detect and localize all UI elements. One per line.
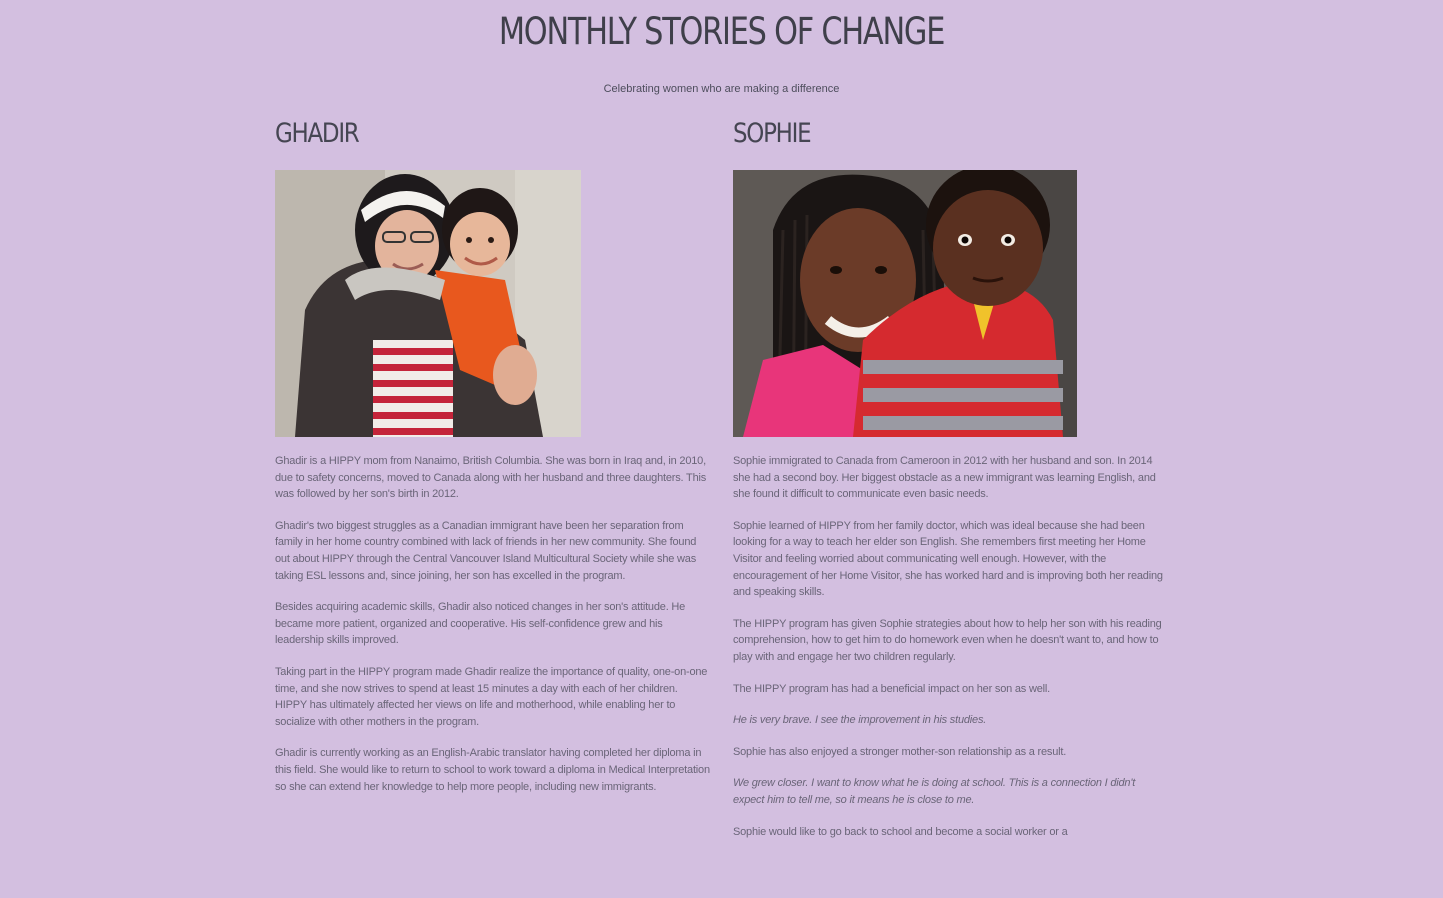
story-paragraph: Ghadir is a HIPPY mom from Nanaimo, British Columbia. She was born in Iraq and, in 2010, due to safety concerns, moved to Canada along with her husband and three daughters. This was followed by her son's birth in 2012. — [275, 455, 707, 501]
story-quote: He is very brave. I see the improvement in his studies. — [733, 714, 987, 727]
photo-sophie-and-son — [733, 170, 1077, 437]
story-paragraph: Sophie has also enjoyed a stronger mother-son relationship as a result. — [733, 745, 1067, 758]
story-quote: We grew closer. I want to know what he is doing at school. This is a connection I didn't expect him to tell me, so it means he is close to me. — [733, 777, 1136, 806]
story-paragraph: Besides acquiring academic skills, Ghadir also noticed changes in her son's attitude. He became more patient, organized and cooperative. His self-confidence grew and his leadership skills improved. — [275, 601, 686, 647]
story-paragraph: Ghadir's two biggest struggles as a Canadian immigrant have been her separation from family in her home country combined with lack of friends in her new community. She found out about HIPPY through the Central Vancouver Island Multicultural Society while she was taking ESL lessons and, since joining, her son has excelled in the program. — [275, 519, 697, 582]
story-paragraph: Sophie would like to go back to school and become a social worker or a — [733, 825, 1068, 838]
story-paragraph: The HIPPY program has given Sophie strategies about how to help her son with his reading comprehension, how to get him to do homework even when he doesn't want to, and how to play with and engage her two children regularly. — [733, 617, 1162, 663]
story-paragraph: Sophie learned of HIPPY from her family doctor, which was ideal because she had been looking for a way to teach her elder son English. She remembers first meeting her Home Visitor and feeling worried about communicating well enough. However, with the encouragement of her Home Visitor, she has worked hard and is improving both her reading and speaking skills. — [733, 519, 1163, 599]
story-text-ghadir — [275, 453, 710, 795]
story-paragraph: Sophie immigrated to Canada from Cameroon in 2012 with her husband and son. In 2014 she had a second boy. Her biggest obstacle as a new immigrant was learning English, and she found it difficult to communicate even basic needs. — [733, 455, 1156, 501]
person-name-ghadir: GHADIR — [275, 118, 359, 149]
story-text-sophie — [733, 453, 1168, 840]
story-column-sophie — [733, 118, 1168, 855]
person-name-sophie: SOPHIE — [733, 118, 811, 149]
story-column-ghadir — [275, 118, 710, 810]
page-subtitle: Celebrating women who are making a difference — [603, 83, 840, 95]
page-title: MONTHLY STORIES OF CHANGE — [498, 10, 945, 53]
photo-ghadir-and-son — [275, 170, 581, 437]
story-paragraph: The HIPPY program has had a beneficial impact on her son as well. — [733, 682, 1050, 695]
story-paragraph: Taking part in the HIPPY program made Ghadir realize the importance of quality, one-on-one time, and she now strives to spend at least 15 minutes a day with each of her children. HIPPY has ultimately affected her views on life and motherhood, while enabling her to socialize with other mothers in the program. — [275, 665, 708, 728]
story-paragraph: Ghadir is currently working as an English-Arabic translator having completed her diploma in this field. She would like to return to school to work toward a diploma in Medical Interpretation so she can extend her knowledge to help more people, including new immigrants. — [275, 747, 710, 793]
